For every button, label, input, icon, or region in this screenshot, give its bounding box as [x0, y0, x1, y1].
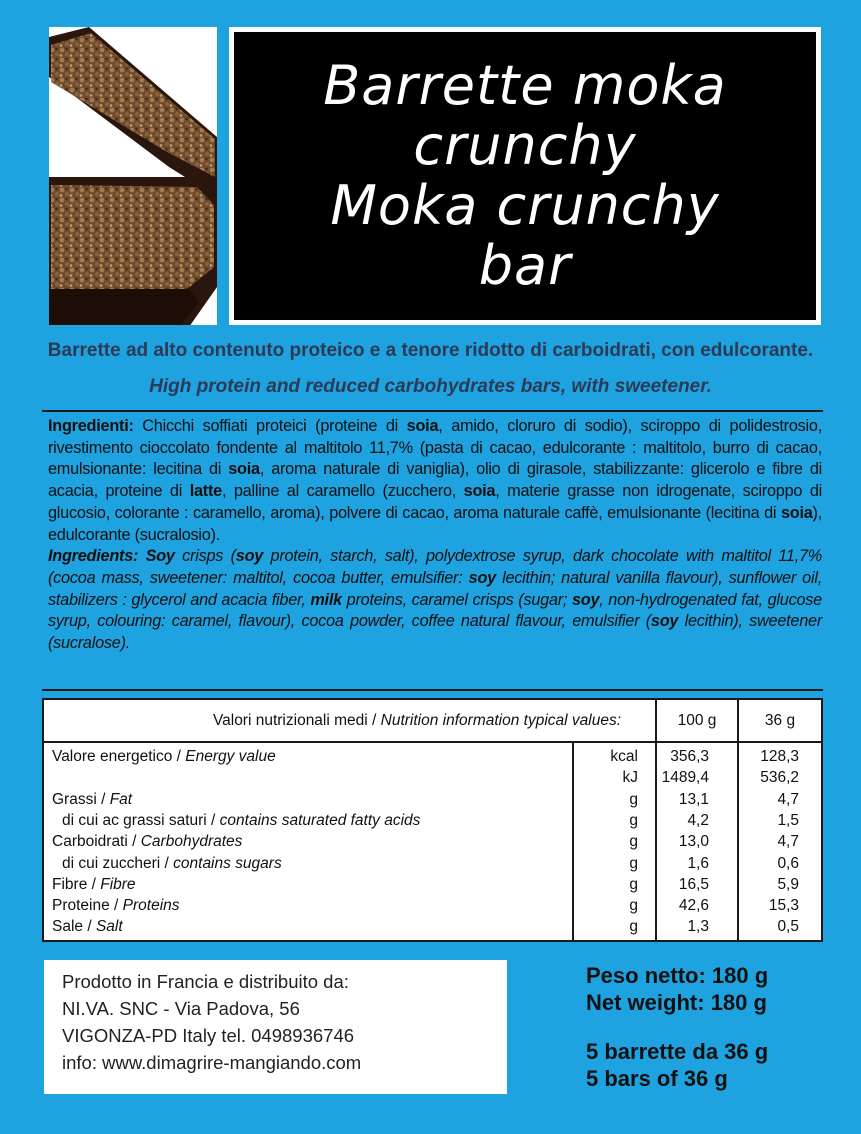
nutrient-unit: g	[629, 918, 638, 936]
nutrient-name-italian: Valore energetico /	[52, 748, 186, 765]
divider-top	[42, 410, 823, 412]
ingredients-italian	[48, 416, 822, 546]
ingredient-text: ), edulcorante (sucralosio).	[48, 503, 822, 544]
header-english: Nutrition information typical values:	[380, 712, 621, 729]
nutrition-table-header	[44, 700, 821, 743]
nutrient-unit: g	[629, 833, 638, 851]
nutrient-name-english: Salt	[95, 918, 123, 936]
value-per-100g: 1,3	[687, 918, 709, 936]
allergen-text: milk	[310, 590, 342, 609]
value-per-36g: 128,3	[760, 748, 799, 765]
nutrient-name	[52, 791, 132, 809]
allergen-text: soia	[406, 417, 439, 435]
value-per-100g: 1489,4	[661, 769, 709, 787]
value-per-100g: 16,5	[678, 875, 709, 893]
allergen-text: soia	[463, 482, 496, 501]
subtitle-italian: Barrette ad alto contenuto proteico e a tenore ridotto di carboidrati, con edulcorante.	[47, 340, 814, 361]
nutrient-name	[62, 855, 282, 873]
nutrient-name	[52, 918, 123, 936]
nutrient-name-italian: Fibre /	[52, 875, 101, 893]
nutrient-name-english: Proteins	[122, 897, 180, 915]
product-title-line-1: Barrette moka	[323, 54, 727, 117]
ingredient-text: Chicchi soffiati proteici (proteine di	[133, 417, 407, 435]
nutrient-name-italian: Proteine /	[52, 897, 123, 915]
nutrient-unit: g	[629, 854, 638, 872]
nutrient-unit: kJ	[622, 769, 638, 787]
ingredient-text: crisps (	[174, 547, 236, 566]
table-row	[44, 769, 821, 790]
product-title-line-3: Moka crunchy	[330, 174, 720, 237]
column-header-100g: 100 g	[677, 712, 717, 729]
value-per-36g: 15,3	[768, 897, 799, 915]
value-per-100g: 356,3	[670, 748, 709, 765]
column-header-36g: 36 g	[764, 712, 796, 729]
crunchy-bar-image	[49, 27, 217, 325]
ingredients-section	[48, 416, 822, 655]
allergen-text: soia	[228, 460, 260, 479]
value-per-100g: 1,6	[687, 854, 709, 872]
allergen-text: soy	[235, 547, 264, 566]
allergen-text: latte	[189, 482, 222, 501]
allergen-text: soia	[780, 503, 813, 522]
allergen-text: soy	[650, 612, 679, 631]
nutrient-name-italian: di cui ac grassi saturi /	[62, 811, 220, 829]
value-per-100g: 42,6	[678, 897, 709, 915]
ingredient-text: lecithin), sweetener (sucralose).	[48, 612, 822, 653]
allergen-text: soy	[571, 590, 600, 609]
bar-count-english: 5 bars of 36 g	[586, 1066, 728, 1091]
weight-info	[586, 962, 846, 1092]
divider-bottom	[42, 689, 823, 691]
ingredient-text: , materie grasse non idrogenate, sciroppo di glucosio, colorante : caramello, aroma), polvere di cacao, aroma naturale caffè, emulsionante (lecitina di	[48, 482, 822, 522]
product-photo	[49, 27, 217, 325]
value-per-36g: 536,2	[760, 769, 799, 787]
title-black-board	[234, 32, 816, 320]
bar-count-italian: 5 barrette da 36 g	[586, 1039, 769, 1064]
table-row	[44, 897, 821, 918]
allergen-text: Soy	[145, 547, 175, 566]
nutrient-name-english: Energy value	[185, 748, 276, 765]
value-per-100g: 13,0	[678, 833, 709, 851]
product-title-line-4: bar	[478, 234, 572, 297]
value-per-100g: 13,1	[678, 790, 709, 808]
value-per-36g: 1,5	[777, 811, 799, 829]
producer-address: NI.VA. SNC - Via Padova, 56	[62, 998, 300, 1019]
value-per-36g: 0,6	[777, 854, 799, 872]
ingredient-text: protein, starch, salt), polydextrose syrup, dark chocolate with maltitol 11,7% (cocoa mass, sweetener: maltitol, cocoa butter, emulsifier:	[48, 547, 823, 587]
nutrient-name	[52, 897, 180, 915]
product-title-line-2: crunchy	[413, 114, 637, 177]
ingredients-english	[48, 546, 822, 655]
nutrient-name-italian: Grassi /	[52, 790, 110, 808]
nutrient-name	[52, 748, 276, 766]
table-row	[44, 918, 821, 939]
allergen-text: soy	[468, 568, 496, 587]
nutrient-name	[62, 812, 420, 830]
net-weight-english: Net weight: 180 g	[586, 990, 767, 1015]
table-row	[44, 855, 821, 876]
allergen-text: Ingredienti:	[48, 417, 134, 435]
table-row	[44, 876, 821, 897]
nutrition-table	[42, 698, 823, 942]
value-per-100g: 4,2	[687, 811, 709, 829]
nutrient-name-english: contains sugars	[173, 854, 282, 872]
nutrition-header-label	[213, 712, 621, 730]
nutrient-unit: kcal	[610, 748, 638, 765]
table-row	[44, 812, 821, 833]
title-panel	[229, 27, 821, 325]
nutrient-unit: g	[629, 811, 638, 829]
ingredient-text: , non-hydrogenated fat, glucose syrup, colouring: caramel, flavour), cocoa powder, coffee natural flavour, emulsifier (	[48, 590, 822, 631]
table-row	[44, 833, 821, 854]
net-weight-italian: Peso netto: 180 g	[586, 963, 769, 988]
nutrient-unit: g	[629, 875, 638, 893]
ingredient-text: proteins, caramel crisps (sugar;	[341, 590, 572, 609]
producer-website: info: www.dimagrire-mangiando.com	[62, 1052, 362, 1073]
table-row	[44, 748, 821, 769]
nutrient-name	[52, 876, 136, 894]
ingredient-text: lecithin; natural vanilla flavour), sunflower oil, stabilizers : glycerol and acacia fiber,	[48, 568, 822, 609]
nutrient-name-italian: di cui zuccheri /	[62, 854, 174, 872]
value-per-36g: 0,5	[777, 918, 799, 936]
nutrient-name-english: contains saturated fatty acids	[219, 811, 421, 829]
producer-info-box	[44, 960, 507, 1094]
subtitle-english: High protein and reduced carbohydrates bars, with sweetener.	[149, 376, 712, 397]
nutrient-name-english: Fibre	[100, 875, 136, 893]
table-row	[44, 791, 821, 812]
ingredient-text: , palline al caramello (zucchero,	[221, 482, 464, 501]
allergen-text: Ingredients:	[48, 547, 146, 566]
value-per-36g: 4,7	[777, 833, 799, 851]
nutrient-unit: g	[629, 790, 638, 808]
nutrient-unit: g	[629, 897, 638, 915]
ingredient-text: , aroma naturale di vaniglia), olio di girasole, stabilizzante: glicerolo e fibre di acacia, proteine di	[48, 460, 822, 501]
nutrient-name-italian: Carboidrati /	[52, 833, 141, 851]
producer-phone: VIGONZA-PD Italy tel. 0498936746	[62, 1025, 355, 1046]
producer-origin: Prodotto in Francia e distribuito da:	[62, 971, 349, 992]
nutrient-name-italian: Sale /	[52, 918, 96, 936]
value-per-36g: 5,9	[777, 875, 799, 893]
nutrient-name	[52, 833, 242, 851]
ingredient-text: , amido, cloruro di sodio), sciroppo di polidestrosio, rivestimento cioccolato fondente al maltitolo 11,7% (pasta di cacao, edulcorante : maltitolo, burro di cacao, emulsionante: lecitina di	[48, 417, 822, 479]
value-per-36g: 4,7	[777, 790, 799, 808]
nutrient-name-english: Carbohydrates	[140, 833, 243, 851]
header-italian: Valori nutrizionali medi /	[212, 712, 381, 729]
nutrient-name-english: Fat	[109, 790, 133, 808]
